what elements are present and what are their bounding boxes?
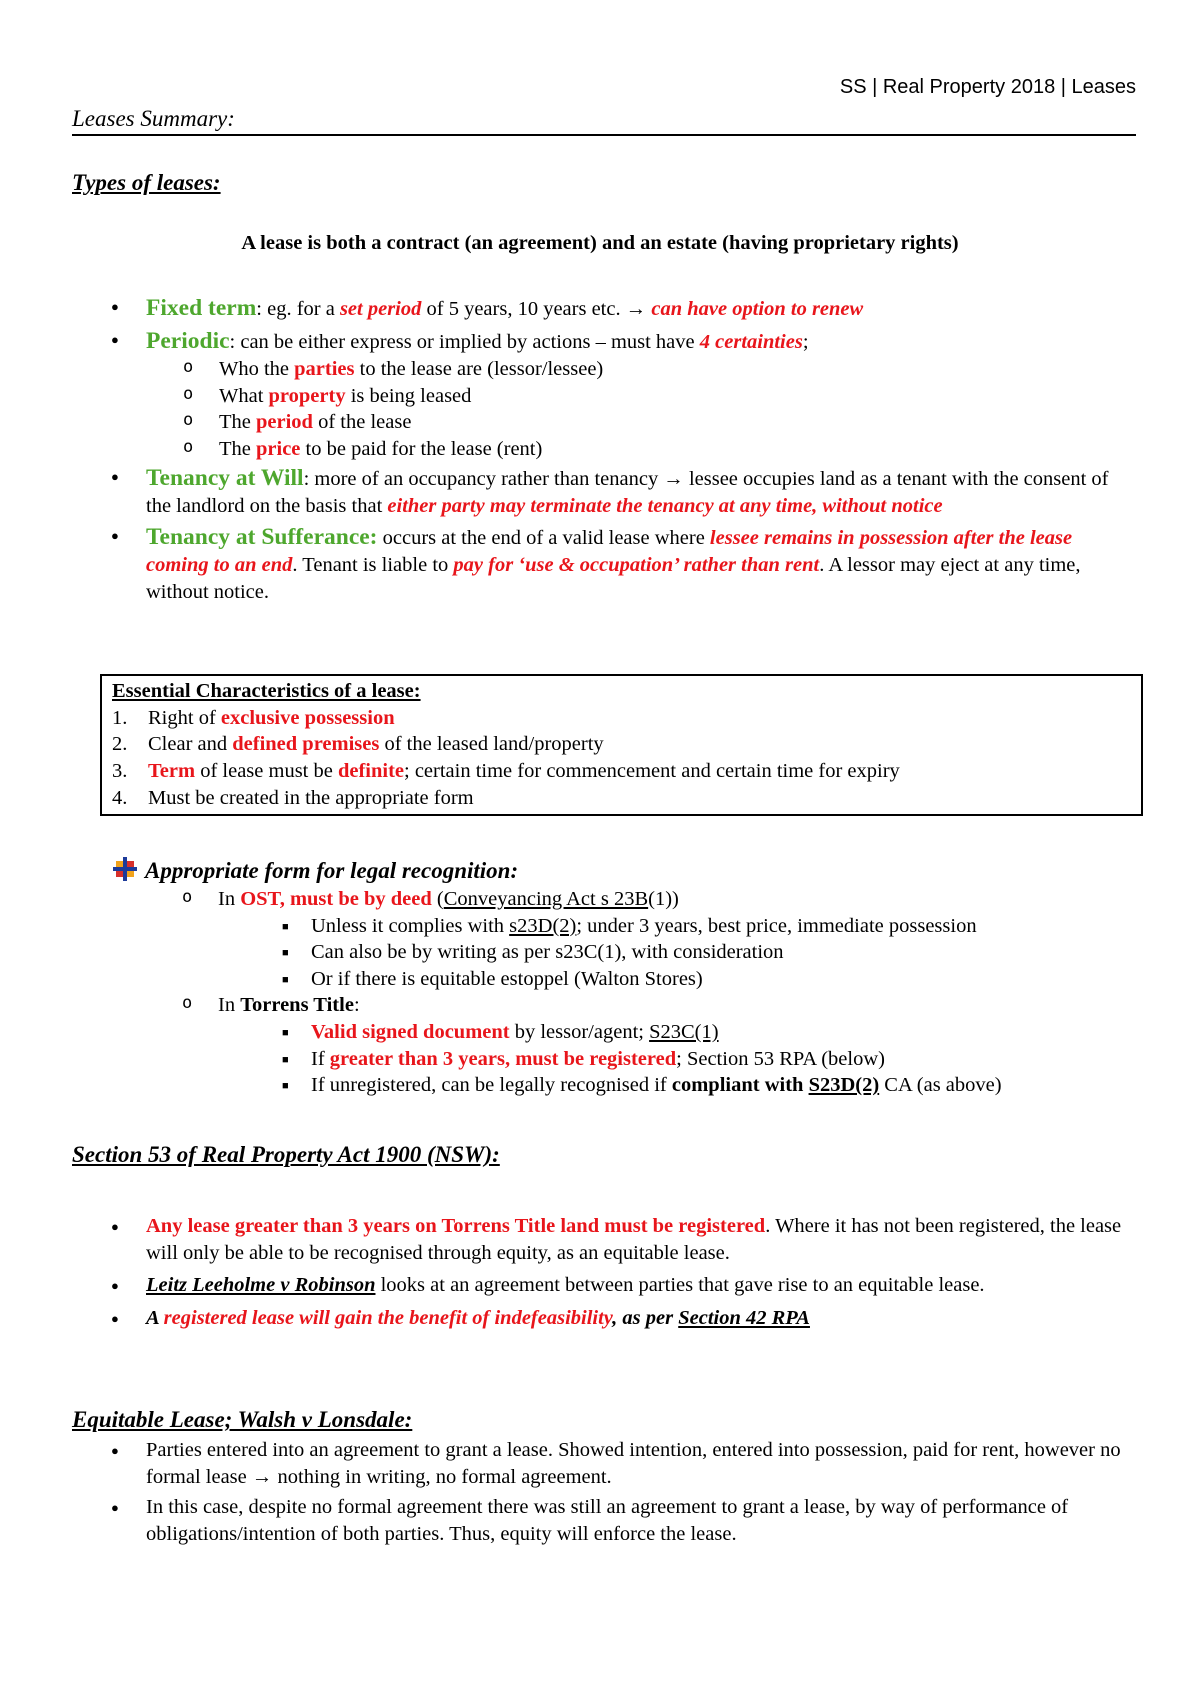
list-item: ■ Or if there is equitable estoppel (Walton Stores) xyxy=(281,966,1136,993)
section-title-s53: Section 53 of Real Property Act 1900 (NSW): xyxy=(72,1142,500,1167)
list-item: ■ If unregistered, can be legally recognised if compliant with S23D(2) CA (as above) xyxy=(281,1072,1136,1099)
list-item-ost: o In OST, must be by deed (Conveyancing Act s 23B(1)) ■ Unless it complies with s23D(2); under 3 years, best price, immediate possession ■ Can also be by writing as per s23C(1), with consideration ■ Or if there is equitable estoppel (Walton Stores) xyxy=(182,886,1136,993)
certainties-list xyxy=(183,356,1136,463)
section-title-types: Types of leases: xyxy=(72,170,221,195)
equitable-list xyxy=(108,1437,1136,1548)
characteristics-box xyxy=(100,674,1143,816)
lease-types-list xyxy=(108,293,1136,606)
list-item-periodic: ● Periodic: can be either express or implied by actions – must have 4 certainties; o Who the parties to the lease are (lessor/lessee) o What property is being leased o The period of the lease o The price to be paid for the lease (rent) xyxy=(108,326,1136,463)
list-item: ● Leitz Leeholme v Robinson looks at an agreement between parties that gave rise to an equitable lease. xyxy=(108,1272,1136,1299)
form-section xyxy=(115,856,1136,1099)
section-title-equitable: Equitable Lease; Walsh v Lonsdale: xyxy=(72,1407,413,1432)
list-item: o Who the parties to the lease are (lessor/lessee) xyxy=(183,356,1136,383)
form-heading: Appropriate form for legal recognition: xyxy=(145,858,519,883)
ost-sublist xyxy=(281,913,1136,993)
list-item: ● Any lease greater than 3 years on Torrens Title land must be registered. Where it has not been registered, the lease will only be able to be recognised through equity, as an equitable lease. xyxy=(108,1213,1136,1266)
list-item: ■ If greater than 3 years, must be registered; Section 53 RPA (below) xyxy=(281,1046,1136,1073)
list-item: ● Parties entered into an agreement to grant a lease. Showed intention, entered into possession, paid for rent, however no formal lease → nothing in writing, no formal agreement. xyxy=(108,1437,1136,1490)
list-item: ■ Unless it complies with s23D(2); under 3 years, best price, immediate possession xyxy=(281,913,1136,940)
flag-bullet-icon xyxy=(112,856,138,882)
form-list xyxy=(182,886,1136,1099)
arrow-icon: → xyxy=(625,298,647,320)
list-item: ■ Can also be by writing as per s23C(1), with consideration xyxy=(281,939,1136,966)
characteristics-list xyxy=(112,705,1131,812)
arrow-icon: → xyxy=(663,467,684,490)
list-item-torrens: o In Torrens Title: ■ Valid signed document by lessor/agent; S23C(1) ■ If greater than 3 years, must be registered; Section 53 RPA (below) ■ If unregistered, can be legally recognised if compliant with S23D(2) CA (as above) xyxy=(182,992,1136,1099)
list-item-tenancy-at-will: ● Tenancy at Will: more of an occupancy rather than tenancy → lessee occupies land as a tenant with the consent of the landlord on the basis that either party may terminate the tenancy at any time, without notice xyxy=(108,463,1136,520)
list-item: ■ Valid signed document by lessor/agent; S23C(1) xyxy=(281,1019,1136,1046)
list-item: o The price to be paid for the lease (rent) xyxy=(183,436,1136,463)
list-item: o What property is being leased xyxy=(183,383,1136,410)
list-item: 4. Must be created in the appropriate form xyxy=(112,786,474,809)
s53-list xyxy=(108,1213,1136,1332)
list-item: o The period of the lease xyxy=(183,409,1136,436)
list-item: 1. Right of exclusive possession xyxy=(112,706,395,729)
arrow-icon: → xyxy=(251,1465,273,1488)
document-title: Leases Summary: xyxy=(72,106,235,131)
running-header: SS | Real Property 2018 | Leases xyxy=(839,76,1136,98)
list-item: 2. Clear and defined premises of the leased land/property xyxy=(112,733,604,756)
torrens-sublist xyxy=(281,1019,1136,1099)
list-item-fixed-term: ● Fixed term: eg. for a set period of 5 years, 10 years etc. → can have option to renew xyxy=(108,293,1136,324)
list-item: ● In this case, despite no formal agreement there was still an agreement to grant a lease, by way of performance of obligations/intention of both parties. Thus, equity will enforce the lease. xyxy=(108,1494,1136,1547)
characteristics-title: Essential Characteristics of a lease: xyxy=(112,680,421,702)
list-item-tenancy-at-sufferance: ● Tenancy at Sufferance: occurs at the end of a valid lease where lessee remains in possession after the lease coming to an end. Tenant is liable to pay for ‘use & occupation’ rather than rent. A lessor may eject at any time, without notice. xyxy=(108,522,1136,606)
header-divider xyxy=(72,134,1136,136)
list-item: 3. Term of lease must be definite; certain time for commencement and certain time for expiry xyxy=(112,759,900,782)
list-item: ● A registered lease will gain the benefit of indefeasibility, as per Section 42 RPA xyxy=(108,1305,1136,1332)
intro-statement: A lease is both a contract (an agreement) and an estate (having proprietary rights) xyxy=(241,232,959,254)
